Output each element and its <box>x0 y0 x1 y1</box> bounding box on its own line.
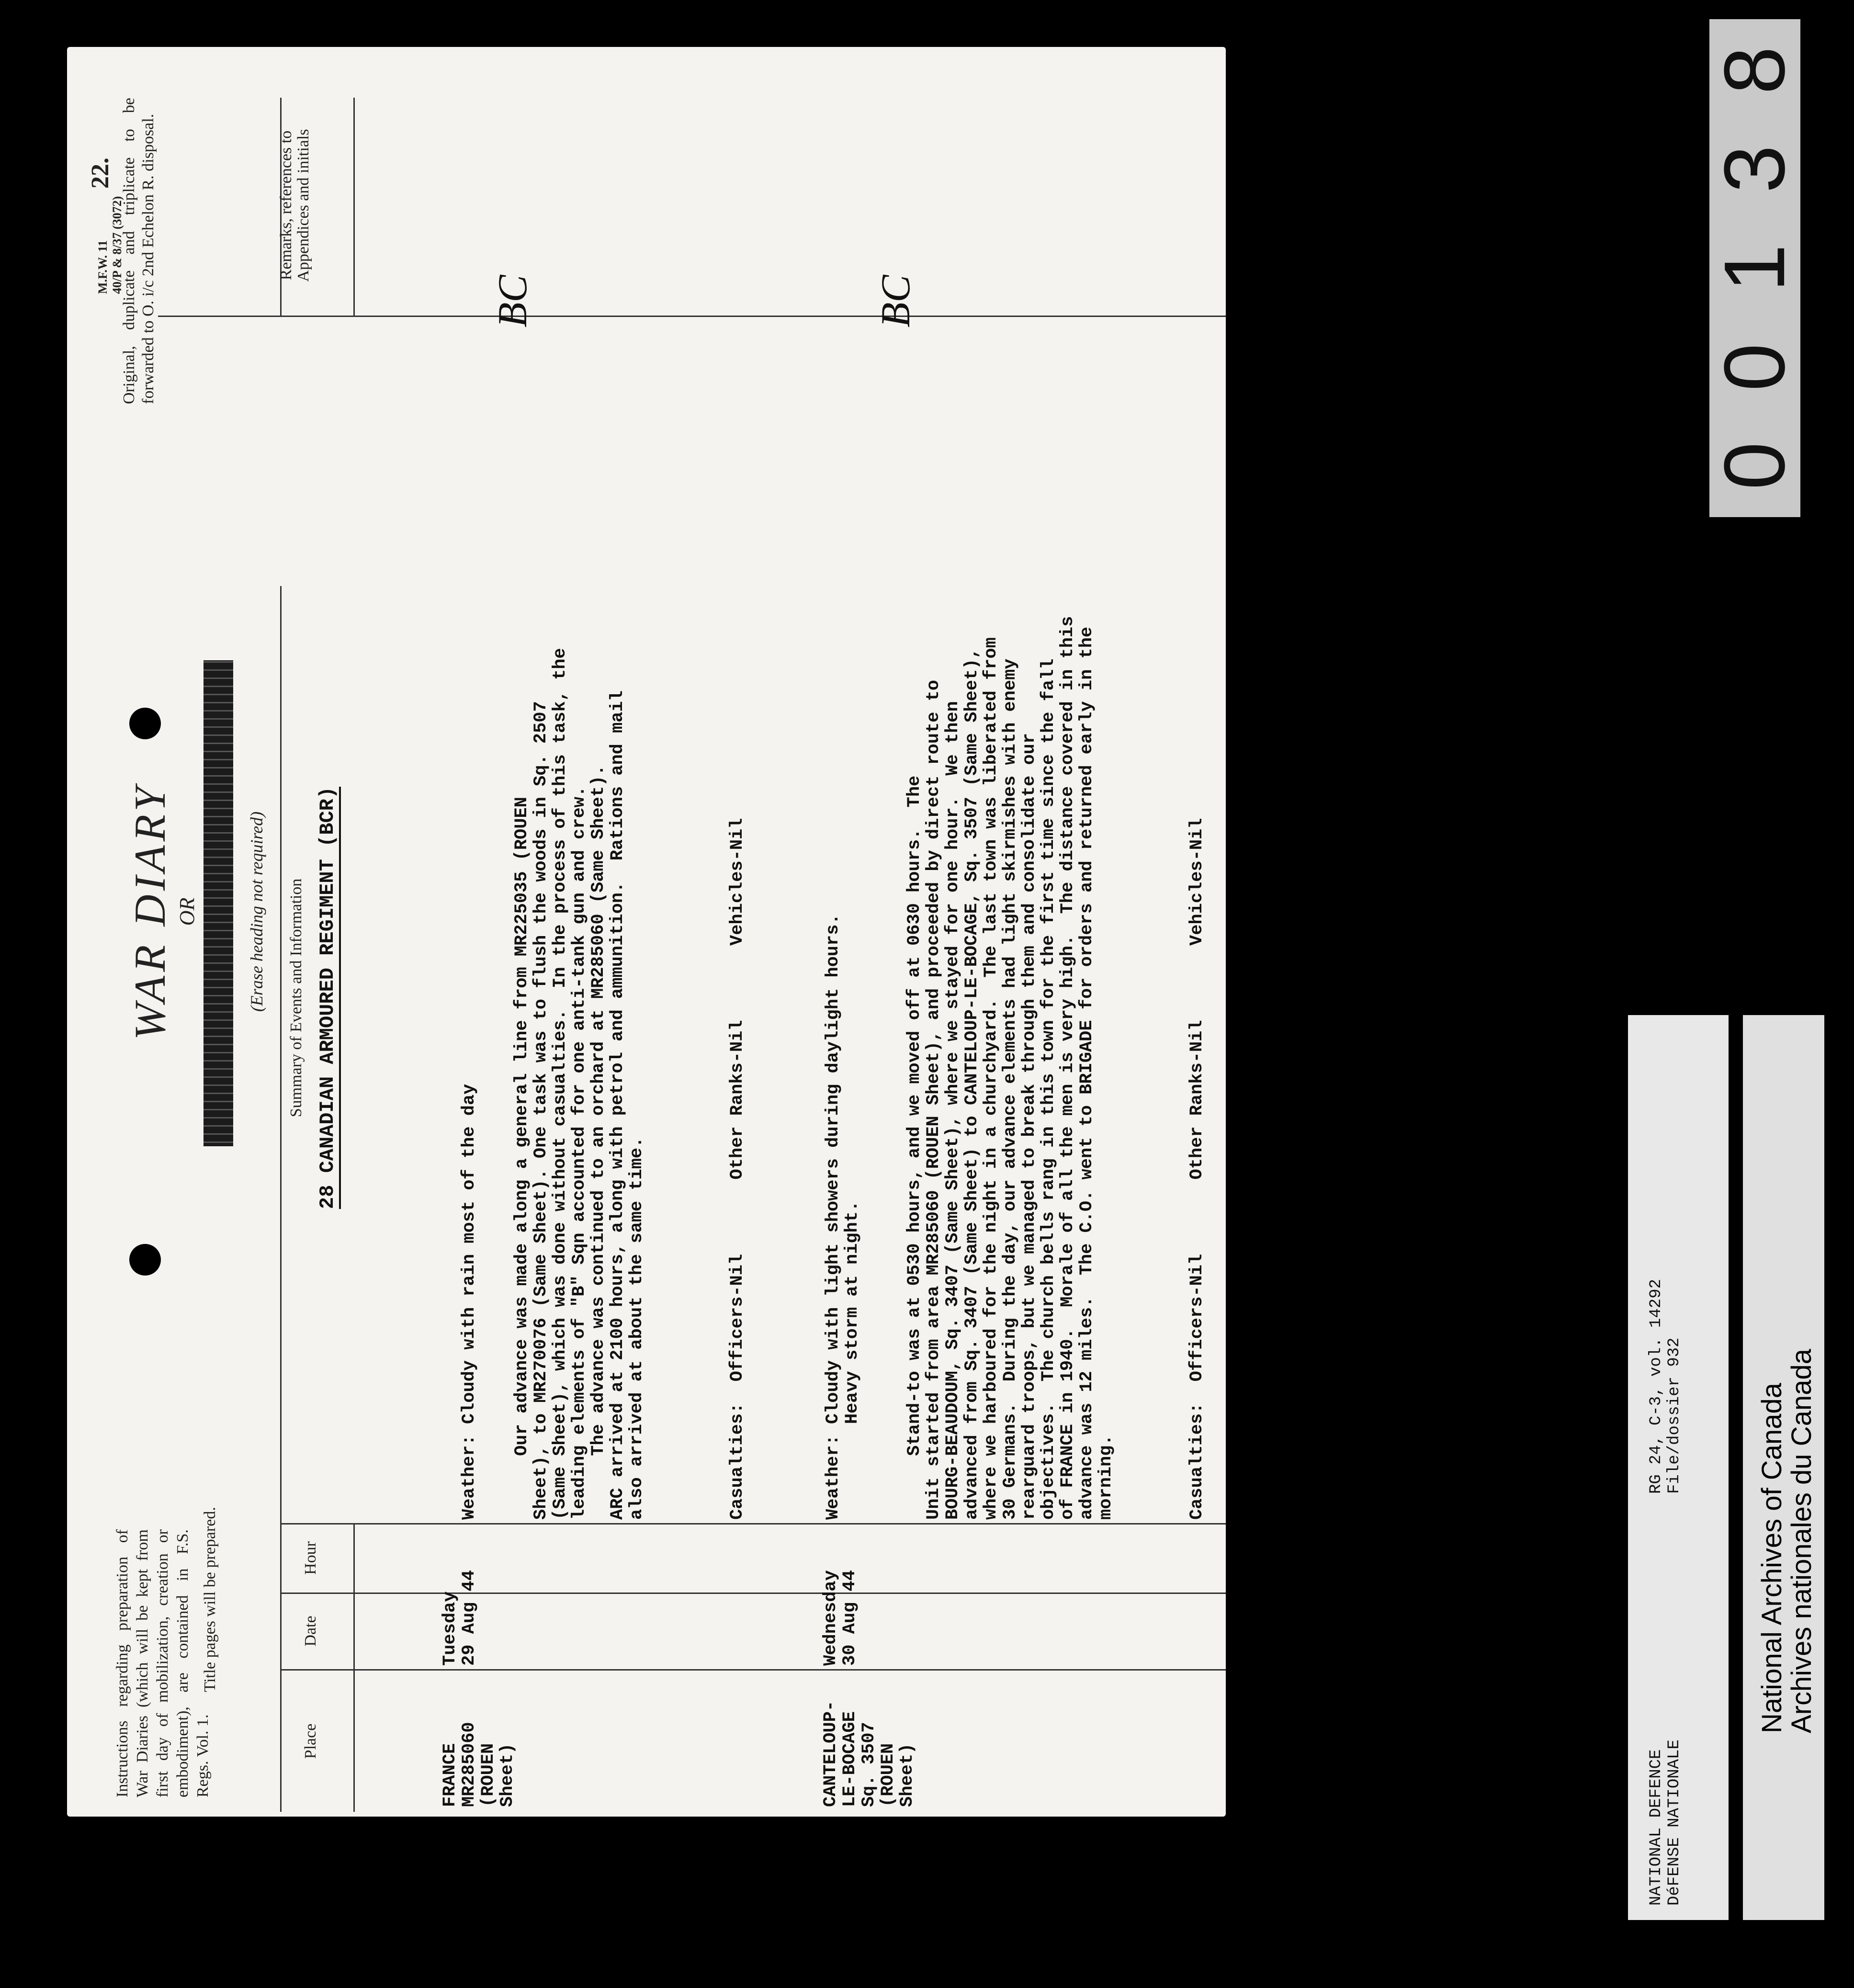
frame-number-strip <box>1706 19 1803 517</box>
page-title: WAR DIARY <box>125 783 174 1040</box>
entry-place: CANTELOUP- LE-BOCAGE Sq. 3507 (ROUEN Sheet) <box>821 1700 917 1807</box>
frame-digit: 3 <box>1706 145 1803 193</box>
entry-weather: Weather: Cloudy with light showers during daylight hours. Heavy storm at night. <box>823 914 862 1520</box>
frame-digit: 1 <box>1706 244 1803 293</box>
header-rule <box>353 98 355 316</box>
entry-weather: Weather: Cloudy with rain most of the day <box>459 1084 479 1520</box>
frame-digit: 0 <box>1706 442 1803 490</box>
page-content <box>67 47 1226 1817</box>
column-header-remarks: Remarks, references to Appendices and initials <box>277 129 312 282</box>
entry-casualties: Casualties: Officers-Nil Other Ranks-Nil Vehicles-Nil <box>727 818 747 1520</box>
table-top-rule <box>280 586 282 1812</box>
archives-label <box>1743 1015 1824 1920</box>
column-header-summary: Summary of Events and Information <box>287 878 305 1118</box>
erase-note: (Erase heading not required) <box>247 811 266 1012</box>
distribution-note: Original, duplicate and triplicate to be forwarded to O. i/c 2nd Echelon R. disposal. <box>120 98 157 404</box>
archive-reference-label <box>1628 1015 1729 1920</box>
file-reference-text: RG 24, C-3, vol. 14292 File/dossier 932 <box>1647 1279 1684 1494</box>
department-text: NATIONAL DEFENCE DéFENSE NATIONALE <box>1647 1740 1684 1906</box>
initials-signature: BC <box>872 275 918 328</box>
frame-digit: 0 <box>1706 343 1803 391</box>
column-divider <box>158 316 1226 317</box>
column-divider <box>280 1523 1226 1525</box>
entry-date: Tuesday 29 Aug 44 <box>440 1570 479 1666</box>
column-header-place: Place <box>302 1723 319 1759</box>
archives-name-text: National Archives of Canada Archives nationales du Canada <box>1756 1349 1817 1733</box>
struck-out-heading <box>203 660 233 1146</box>
frame-digit: 8 <box>1706 46 1803 94</box>
column-divider <box>280 1669 1226 1671</box>
entry-summary: Stand-to was at 0530 hours, and we moved off at 0630 hours. The Unit started from area MR285060 (ROUEN Sheet), and proceeded by direct route to BOURG-BEAUDOUM, Sq. 3407 (Same Sheet), where we stayed for one hour. We then advanced from Sq. 3407 (Same Sheet) to CANTELOUP-LE-BOCAGE, Sq. 3507 (Same Sheet), where we harboured for the night in a churchyard. The last town was liberated from 30 Germans. During the day, our advance elements had light skirmishes with enemy rearguard troops, but we managed to break through them and consolidate our objectives. The church bells rang in this town for the first time since the fall of FRANCE in 1940. Morale of all the men is very high. The distance covered in this advance was 12 miles. The C.O. went to BRIGADE for orders and returned early in the morning. <box>904 616 1116 1520</box>
entry-summary: Our advance was made along a general line from MR225035 (ROUEN Sheet), to MR270076 (Same Sheet). One task was to flush the woods in Sq. 2507 (Same Sheet), which was done without casualties. In the process of this task, the leading elements of "B" Sqn accounted for one anti-tank gun and crew. The advance was continued to an orchard at MR285060 (Same Sheet). ARC arrived at 2100 hours, along with petrol and ammunition. Rations and mail also arrived at about the same time. <box>512 648 647 1520</box>
column-header-hour: Hour <box>302 1541 319 1575</box>
form-code: M.F.W. 11 40/P & 8/37 (3072) <box>96 196 124 294</box>
initials-signature: BC <box>489 275 535 328</box>
entry-date: Wednesday 30 Aug 44 <box>821 1570 860 1666</box>
title-pages-note: Title pages will be prepared. <box>201 1507 219 1692</box>
title-or: OR <box>175 897 199 926</box>
column-header-date: Date <box>302 1615 319 1647</box>
war-diary-page <box>67 47 1226 1817</box>
column-divider <box>280 1593 1226 1594</box>
header-rule <box>353 1525 355 1812</box>
entry-casualties: Casualties: Officers-Nil Other Ranks-Nil Vehicles-Nil <box>1187 818 1207 1520</box>
entry-place: FRANCE MR285060 (ROUEN Sheet) <box>440 1722 518 1807</box>
instructions-text: Instructions regarding preparation of War Diaries (which will be kept from first day of mobilization, creation or embodiment), are contained in F.S. Regs. Vol. 1. <box>113 1529 212 1797</box>
page-number: 22. <box>87 158 114 189</box>
unit-name: 28 CANADIAN ARMOURED REGIMENT (BCR) <box>316 474 339 1522</box>
